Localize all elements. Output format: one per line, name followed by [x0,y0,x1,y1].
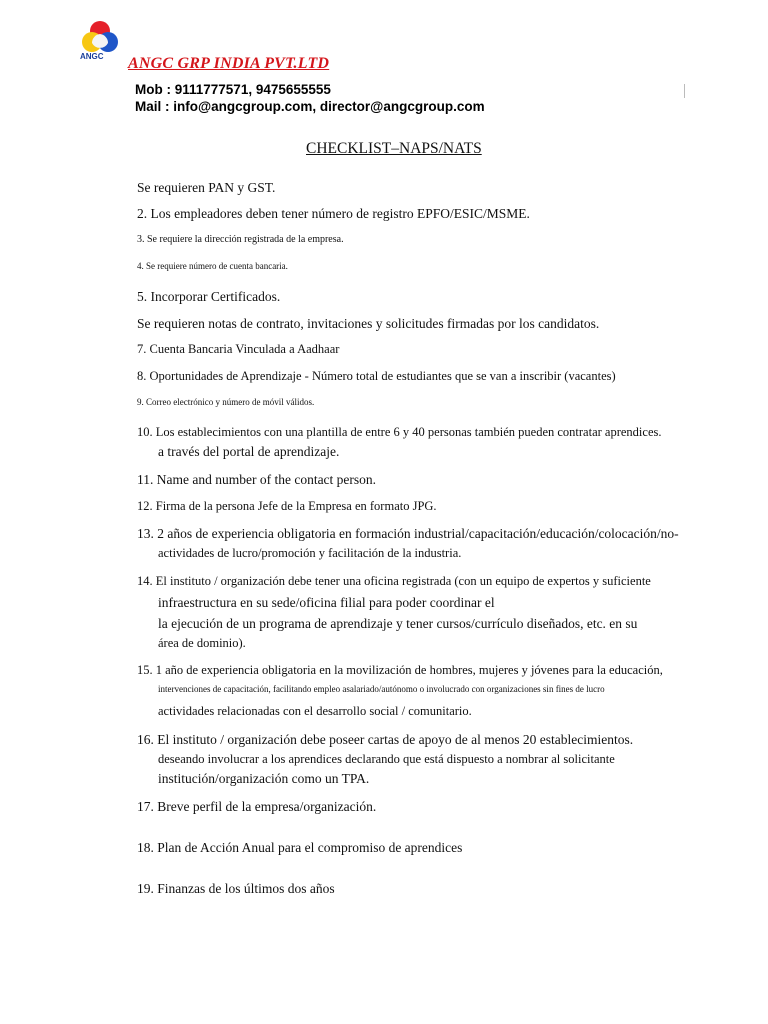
list-item: 9. Correo electrónico y número de móvil válidos. [137,397,315,407]
list-item: 13. 2 años de experiencia obligatoria en formación industrial/capacitación/educación/colocación/no- [137,526,679,541]
list-item: actividades relacionadas con el desarrollo social / comunitario. [158,704,472,718]
list-item: 15. 1 año de experiencia obligatoria en la movilización de hombres, mujeres y jóvenes para la educación, [137,663,663,677]
list-item: actividades de lucro/promoción y facilitación de la industria. [158,546,462,560]
list-item: 3. Se requiere la dirección registrada de la empresa. [137,234,344,245]
list-item: a través del portal de aprendizaje. [158,444,340,459]
list-item: 19. Finanzas de los últimos dos años [137,881,335,896]
list-item: Se requieren PAN y GST. [137,180,276,195]
list-item: 4. Se requiere número de cuenta bancaria. [137,261,288,271]
list-item: área de dominio). [158,636,246,650]
list-item: 5. Incorporar Certificados. [137,289,281,304]
list-item: 18. Plan de Acción Anual para el compromiso de aprendices [137,840,463,855]
email-addresses: Mail : info@angcgroup.com, director@angcgroup.com [135,99,485,114]
list-item: Se requieren notas de contrato, invitaciones y solicitudes firmadas por los candidatos. [137,316,600,331]
divider [684,84,685,98]
list-item: infraestructura en su sede/oficina filial para poder coordinar el [158,595,495,610]
list-item: 12. Firma de la persona Jefe de la Empresa en formato JPG. [137,499,437,513]
company-name: ANGC GRP INDIA PVT.LTD [128,55,330,72]
list-item: 2. Los empleadores deben tener número de registro EPFO/ESIC/MSME. [137,206,530,221]
logo-text: ANGC [80,52,104,61]
list-item: 7. Cuenta Bancaria Vinculada a Aadhaar [137,342,340,356]
list-item: 8. Oportunidades de Aprendizaje - Número total de estudiantes que se van a inscribir (vacantes) [137,369,616,383]
list-item: 14. El instituto / organización debe tener una oficina registrada (con un equipo de expertos y suficiente [137,574,651,588]
mobile-numbers: Mob : 9111777571, 9475655555 [135,82,331,97]
page-title: CHECKLIST–NAPS/NATS [306,140,482,157]
list-item: 16. El instituto / organización debe poseer cartas de apoyo de al menos 20 establecimientos. [137,732,634,747]
list-item: intervenciones de capacitación, facilitando empleo asalariado/autónomo o involucrado con organizaciones sin fines de lucro [158,684,605,694]
list-item: deseando involucrar a los aprendices declarando que está dispuesto a nombrar al solicitante [158,752,615,766]
list-item: la ejecución de un programa de aprendizaje y tener cursos/currículo diseñados, etc. en su [158,616,638,631]
list-item: 17. Breve perfil de la empresa/organización. [137,799,377,814]
list-item: 10. Los establecimientos con una plantilla de entre 6 y 40 personas también pueden contratar aprendices. [137,425,662,439]
list-item: institución/organización como un TPA. [158,771,370,786]
list-item: 11. Name and number of the contact person. [137,472,377,487]
